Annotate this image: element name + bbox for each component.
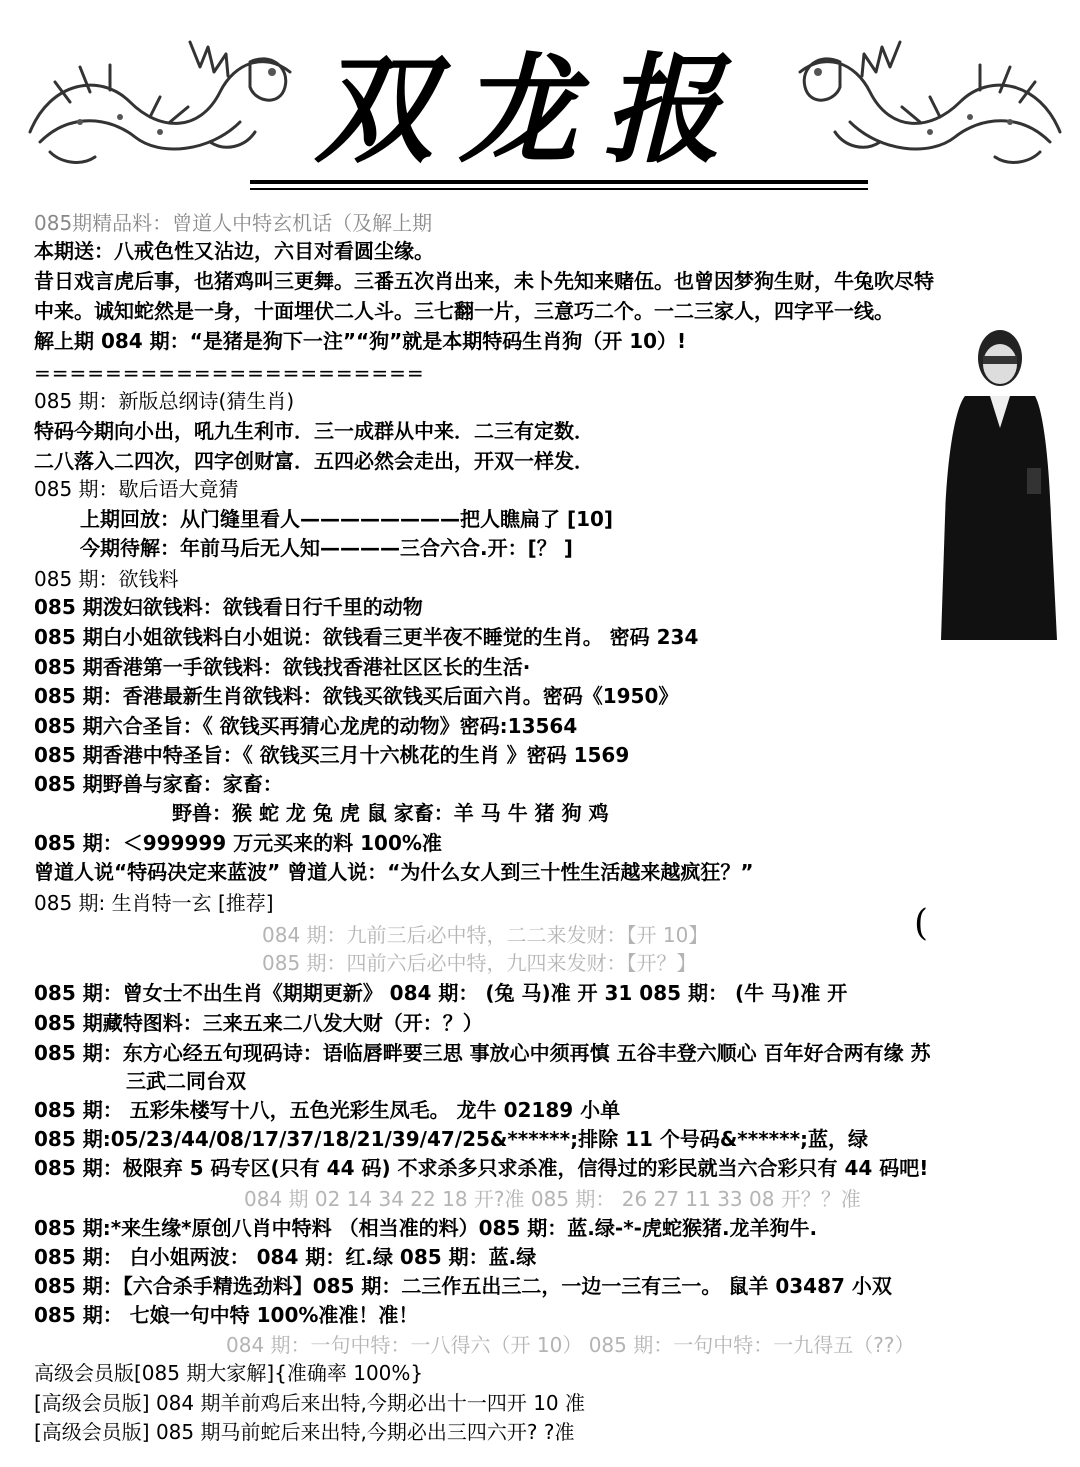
text-line: 085 期： 五彩朱楼写十八，五色光彩生凤毛。 龙牛 02189 小单 [34,1098,621,1122]
decorative-mark: ( [914,903,929,944]
text-line: 085 期:05/23/44/08/17/37/18/21/39/47/25&******;排除 11 个号码&******;蓝，绿 [34,1127,869,1151]
text-line: 三武二同台双 [126,1069,246,1093]
text-line: [高级会员版] 085 期马前蛇后来出特,今期必出三四六开? ?准 [34,1420,575,1444]
text-line: 今期待解：年前马后无人知————三合六合.开：[？ ] [80,536,573,560]
text-line: 085期精品料：曾道人中特玄机话（及解上期 [34,211,433,235]
text-line: 085 期：香港最新生肖欲钱料：欲钱买欲钱买后面六肖。密码《1950》 [34,684,679,708]
left-dragon-illustration [10,22,310,182]
text-line: 085 期：东方心经五句现码诗：语临唇畔要三思 事放心中须再慎 五谷丰登六顺心 百年好合两有缘 苏 [34,1041,931,1065]
text-line: [高级会员版] 084 期羊前鸡后来出特,今期必出十一四开 10 准 [34,1391,586,1415]
text-line: 本期送：八戒色性又沾边，六目对看圆尘缘。 [34,239,434,263]
faded-text-line: 084 期 02 14 34 22 18 开?准 085 期： 26 27 11 33 08 开？？准 [244,1187,861,1211]
text-line: 085 期：＜999999 万元买来的料 100%准 [34,831,442,855]
text-line: 085 期野兽与家畜：家畜： [34,772,283,796]
text-line: 昔日戏言虎后事，也猪鸡叫三更舞。三番五次肖出来，未卜先知来赌伍。也曾因梦狗生财，牛兔吹尽特 [34,269,934,293]
text-line: 二八落入二四次，四字创财富．五四必然会走出，开双一样发． [34,449,594,473]
text-line: 野兽：猴 蛇 龙 兔 虎 鼠 家畜：羊 马 牛 猪 狗 鸡 [172,801,609,825]
text-line: 085 期六合圣旨：《 欲钱买再猜心龙虎的动物》密码:13564 [34,714,578,738]
text-line: 085 期：【六合杀手精选劲料】085 期：二三作五出三二，一边一三有三一。 鼠羊 03487 小双 [34,1274,892,1298]
masthead-title: 双龙报 [315,40,748,179]
text-line: 特码今期向小出，吼九生利市．三一成群从中来．二三有定数． [34,419,594,443]
faded-text-line: 085 期：四前六后必中特，九四来发财：【开？】 [262,951,697,975]
text-line: 085 期白小姐欲钱料白小姐说：欲钱看三更半夜不睡觉的生肖。 密码 234 [34,625,699,649]
title-rule [250,180,868,184]
text-line: 085 期：曾女士不出生肖《期期更新》 084 期： (兔 马)准 开 31 085 期： (牛 马)准 开 [34,981,848,1005]
text-line: 085 期： 七娘一句中特 100%准准！准！ [34,1303,419,1327]
text-line: 中来。诚知蛇然是一身，十面埋伏二人斗。三七翻一片，三意巧二个。一二三家人，四字平一线。 [34,299,894,323]
text-line: 曾道人说“特码决定来蓝波” 曾道人说：“为什么女人到三十性生活越来越疯狂？” [34,860,754,884]
divider-line: ====================== [34,361,425,385]
text-line: 085 期泼妇欲钱料：欲钱看日行千里的动物 [34,595,423,619]
section-heading: 085 期：新版总纲诗(猜生肖) [34,389,295,413]
section-heading: 085 期：欲钱料 [34,567,179,591]
section-heading: 085 期: 生肖特一玄 [推荐] [34,891,274,915]
faded-text-line: 084 期：一句中特：一八得六（开 10） 085 期：一句中特：一九得五（??） [226,1333,915,1357]
text-line: 085 期香港中特圣旨：《 欲钱买三月十六桃花的生肖 》密码 1569 [34,743,630,767]
text-line: 085 期： 白小姐两波： 084 期：红.绿 085 期：蓝.绿 [34,1245,537,1269]
title-rule [250,188,868,190]
text-line: 上期回放：从门缝里看人————————把人瞧扁了 [10] [80,507,614,531]
text-line: 085 期香港第一手欲钱料：欲钱找香港社区区长的生活· [34,655,531,679]
portrait-illustration [935,318,1065,648]
text-line: 高级会员版[085 期大家解]{准确率 100%} [34,1361,424,1385]
text-line: 085 期藏特图料：三来五来二八发大财（开：？） [34,1011,483,1035]
text-line: 解上期 084 期：“是猪是狗下一注”“狗”就是本期特码生肖狗（开 10）! [34,329,687,353]
text-line: 085 期:*来生缘*原创八肖中特料 （相当准的料）085 期：蓝.绿-*-虎蛇猴猪.龙羊狗牛. [34,1216,818,1240]
section-heading: 085 期：歇后语大竟猜 [34,477,239,501]
faded-text-line: 084 期：九前三后必中特，二二来发财：【开 10】 [262,923,709,947]
text-line: 085 期：极限弃 5 码专区(只有 44 码) 不求杀多只求杀准，信得过的彩民就当六合彩只有 44 码吧! [34,1156,929,1180]
